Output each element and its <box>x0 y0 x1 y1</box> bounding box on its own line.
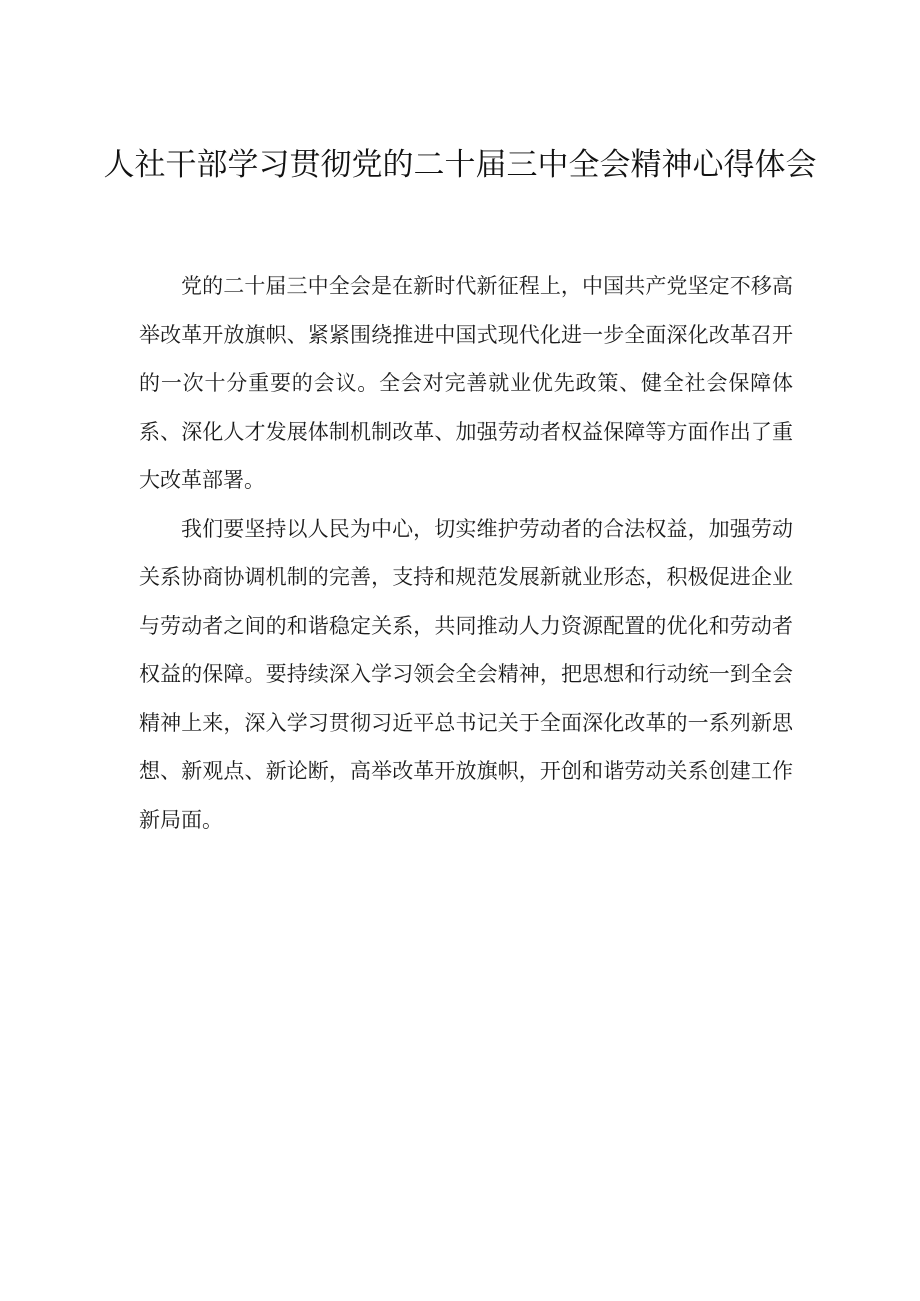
paragraph: 我们要坚持以人民为中心，切实维护劳动者的合法权益，加强劳动关系协商协调机制的完善，支持和规范发展新就业形态，积极促进企业与劳动者之间的和谐稳定关系，共同推动人力资源配置的优化和劳动者权益的保障。要持续深入学习领会全会精神，把思想和行动统一到全会精神上来，深入学习贯彻习近平总书记关于全面深化改革的一系列新思想、新观点、新论断，高举改革开放旗帜，开创和谐劳动关系创建工作新局面。 <box>139 516 793 832</box>
paragraph: 党的二十届三中全会是在新时代新征程上，中国共产党坚定不移高举改革开放旗帜、紧紧围绕推进中国式现代化进一步全面深化改革召开的一次十分重要的会议。全会对完善就业优先政策、健全社会保障体系、深化人才发展体制机制改革、加强劳动者权益保障等方面作出了重大改革部署。 <box>139 274 793 492</box>
document-title: 人社干部学习贯彻党的二十届三中全会精神心得体会 <box>103 147 817 183</box>
document-body <box>139 262 793 844</box>
